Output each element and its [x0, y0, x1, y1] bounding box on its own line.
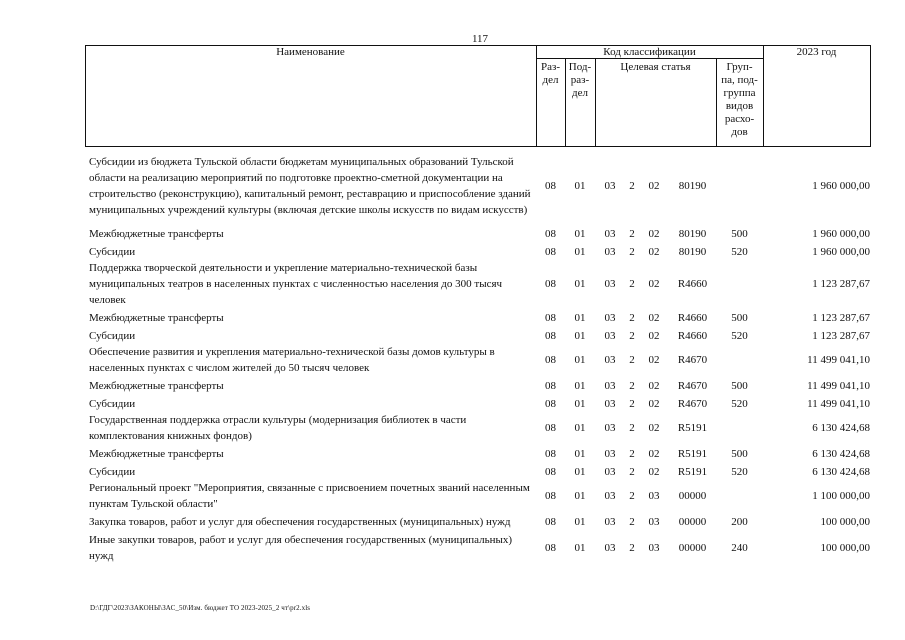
row-cell-p: 01 [574, 398, 586, 410]
row-cell-c4: 00000 [678, 516, 707, 528]
row-cell-p: 01 [574, 490, 586, 502]
row-cell-p: 01 [574, 516, 586, 528]
row-cell-c1: 03 [604, 398, 616, 410]
row-cell-r: 08 [545, 448, 556, 460]
row-cell-r: 08 [545, 180, 556, 192]
header-razdel: Раз- дел [540, 61, 560, 86]
table-row [85, 514, 871, 530]
header-gruppa: Груп- па, под- группа видов расхо- дов [721, 61, 758, 138]
row-cell-p: 01 [574, 354, 586, 366]
row-cell-c4: R4670 [677, 398, 708, 410]
row-name: Субсидии [89, 398, 136, 410]
row-cell-r: 08 [545, 246, 556, 258]
row-cell-p: 01 [574, 246, 586, 258]
table-row [85, 396, 871, 412]
row-cell-c1: 03 [604, 466, 616, 478]
table-row [85, 260, 871, 308]
table-row [85, 480, 871, 512]
row-cell-c2: 2 [629, 466, 635, 478]
row-cell-v: 500 [731, 228, 748, 240]
row-cell-c1: 03 [604, 330, 616, 342]
row-name: Государственная поддержка отрасли культуры (модернизация библиотек в части комплектования книжных фондов) [89, 414, 467, 442]
row-cell-c3: 02 [648, 466, 660, 478]
row-cell-v [716, 344, 763, 376]
row-cell-v [716, 154, 763, 218]
row-cell-c2: 2 [629, 246, 635, 258]
row-cell-a: 100 000,00 [820, 542, 870, 554]
row-cell-v [716, 260, 763, 308]
row-cell-c1: 03 [604, 278, 616, 290]
header-name: Наименование [276, 46, 345, 58]
row-name: Межбюджетные трансферты [89, 448, 224, 460]
row-cell-v: 520 [731, 398, 748, 410]
row-cell-c1: 03 [604, 380, 616, 392]
row-cell-r: 08 [545, 312, 556, 324]
row-cell-c4: R4660 [677, 278, 708, 290]
row-cell-r: 08 [545, 330, 556, 342]
table-row [85, 226, 871, 242]
row-cell-c2: 2 [629, 354, 635, 366]
row-cell-r: 08 [545, 490, 556, 502]
row-cell-c1: 03 [604, 180, 616, 192]
row-cell-c4: 00000 [678, 542, 707, 554]
row-cell-r: 08 [545, 422, 556, 434]
row-cell-v [716, 412, 763, 444]
table-body [85, 154, 871, 566]
row-cell-r: 08 [545, 398, 556, 410]
row-name: Субсидии из бюджета Тульской области бюджетам муниципальных образований Тульской области на реализацию мероприятий по подготовке проектно-сметной документации на строительство (реконструкцию), капитальный ремонт, реставрацию и приспособление зданий муниципальных учреждений культуры (включая детские школы искусств по видам искусств) [89, 156, 531, 216]
row-cell-v: 500 [731, 312, 748, 324]
row-cell-c1: 03 [604, 354, 616, 366]
row-name: Иные закупки товаров, работ и услуг для обеспечения государственных (муниципальных) нужд [89, 534, 513, 562]
footer-file-path: D:\ГДГ\2023\ЗАКОНЫ\ЗАС_50\Изм. бюджет ТО 2023-2025_2 чт\pr2.xls [90, 604, 311, 612]
header-podrazdel: Под- раз- дел [568, 61, 592, 99]
table-row [85, 328, 871, 344]
row-cell-p: 01 [574, 422, 586, 434]
row-cell-a: 1 960 000,00 [812, 246, 870, 258]
row-cell-a: 11 499 041,10 [807, 398, 870, 410]
row-cell-c1: 03 [604, 312, 616, 324]
row-cell-a: 6 130 424,68 [812, 466, 870, 478]
row-cell-a: 1 123 287,67 [812, 312, 870, 324]
table-row [85, 154, 871, 218]
row-cell-p: 01 [574, 542, 586, 554]
row-cell-r: 08 [545, 466, 556, 478]
row-cell-v: 240 [731, 542, 748, 554]
row-cell-c3: 02 [648, 246, 660, 258]
row-cell-a: 6 130 424,68 [812, 422, 870, 434]
row-name: Закупка товаров, работ и услуг для обеспечения государственных (муниципальных) нужд [89, 516, 511, 528]
row-cell-v [716, 480, 763, 512]
row-cell-c2: 2 [629, 278, 635, 290]
row-cell-c3: 02 [648, 228, 660, 240]
row-cell-v: 520 [731, 246, 748, 258]
row-cell-c1: 03 [604, 228, 616, 240]
row-cell-v: 500 [731, 380, 748, 392]
table-row [85, 344, 871, 376]
row-cell-p: 01 [574, 228, 586, 240]
row-cell-a: 6 130 424,68 [812, 448, 870, 460]
row-cell-c4: R4660 [677, 312, 708, 324]
row-cell-p: 01 [574, 330, 586, 342]
row-cell-p: 01 [574, 180, 586, 192]
table-row [85, 412, 871, 444]
row-name: Субсидии [89, 330, 136, 342]
row-cell-a: 1 960 000,00 [812, 228, 870, 240]
row-cell-c3: 02 [648, 330, 660, 342]
row-cell-c2: 2 [629, 516, 635, 528]
row-cell-r: 08 [545, 542, 556, 554]
row-name: Поддержка творческой деятельности и укрепление материально-технической базы муниципальных театров в населенных пунктах с численностью населения до 300 тысяч человек [89, 262, 503, 306]
row-name: Межбюджетные трансферты [89, 312, 224, 324]
row-cell-c3: 03 [648, 490, 660, 502]
row-cell-a: 11 499 041,10 [807, 380, 870, 392]
table-row [85, 244, 871, 260]
row-cell-c1: 03 [604, 542, 616, 554]
row-cell-p: 01 [574, 466, 586, 478]
row-cell-p: 01 [574, 380, 586, 392]
row-name: Субсидии [89, 246, 136, 258]
row-cell-c4: R5191 [677, 466, 708, 478]
row-cell-c2: 2 [629, 398, 635, 410]
row-cell-c3: 02 [648, 422, 660, 434]
row-cell-c3: 02 [648, 448, 660, 460]
row-cell-p: 01 [574, 278, 586, 290]
table-header [85, 45, 871, 147]
table-row [85, 532, 871, 564]
row-cell-c3: 02 [648, 180, 660, 192]
row-cell-c2: 2 [629, 422, 635, 434]
row-cell-c4: R4660 [677, 330, 708, 342]
row-cell-a: 1 123 287,67 [812, 278, 870, 290]
row-cell-p: 01 [574, 312, 586, 324]
row-cell-a: 1 123 287,67 [812, 330, 870, 342]
row-cell-c2: 2 [629, 180, 635, 192]
row-name: Субсидии [89, 466, 136, 478]
header-year: 2023 год [796, 46, 837, 58]
row-cell-c4: R5191 [677, 448, 708, 460]
row-cell-c3: 02 [648, 398, 660, 410]
row-cell-c4: R4670 [677, 354, 708, 366]
table-row [85, 446, 871, 462]
row-cell-c2: 2 [629, 330, 635, 342]
row-cell-c3: 02 [648, 380, 660, 392]
row-name: Межбюджетные трансферты [89, 228, 224, 240]
row-cell-c4: R5191 [677, 422, 708, 434]
row-cell-c1: 03 [604, 490, 616, 502]
row-cell-v: 520 [731, 330, 748, 342]
row-name: Региональный проект "Мероприятия, связанные с присвоением почетных званий населенным пунктам Тульской области" [89, 482, 530, 510]
row-cell-c1: 03 [604, 516, 616, 528]
page-number: 117 [471, 33, 489, 45]
row-cell-c3: 02 [648, 278, 660, 290]
row-cell-c2: 2 [629, 542, 635, 554]
row-cell-r: 08 [545, 380, 556, 392]
row-cell-c2: 2 [629, 490, 635, 502]
table-row [85, 378, 871, 394]
row-cell-p: 01 [574, 448, 586, 460]
row-cell-c4: 00000 [678, 490, 707, 502]
row-cell-a: 1 100 000,00 [812, 490, 870, 502]
row-cell-c2: 2 [629, 448, 635, 460]
row-cell-v: 500 [731, 448, 748, 460]
header-celevaya: Целевая статья [620, 61, 691, 73]
row-cell-c3: 02 [648, 312, 660, 324]
row-name: Обеспечение развития и укрепления материально-технической базы домов культуры в населенных пунктах с числом жителей до 50 тысяч человек [89, 346, 495, 374]
row-cell-c1: 03 [604, 422, 616, 434]
row-cell-c2: 2 [629, 380, 635, 392]
row-cell-c2: 2 [629, 312, 635, 324]
row-cell-r: 08 [545, 278, 556, 290]
row-cell-r: 08 [545, 516, 556, 528]
row-cell-c3: 02 [648, 354, 660, 366]
row-cell-c1: 03 [604, 448, 616, 460]
row-cell-c4: 80190 [678, 246, 707, 258]
row-cell-c3: 03 [648, 542, 660, 554]
table-row [85, 464, 871, 480]
row-cell-a: 100 000,00 [820, 516, 870, 528]
row-cell-c1: 03 [604, 246, 616, 258]
row-cell-a: 11 499 041,10 [807, 354, 870, 366]
row-cell-r: 08 [545, 354, 556, 366]
row-cell-a: 1 960 000,00 [812, 180, 870, 192]
row-cell-c4: R4670 [677, 380, 708, 392]
row-cell-v: 520 [731, 466, 748, 478]
row-cell-c4: 80190 [678, 180, 707, 192]
row-cell-c4: 80190 [678, 228, 707, 240]
row-cell-r: 08 [545, 228, 556, 240]
row-name: Межбюджетные трансферты [89, 380, 224, 392]
row-cell-c3: 03 [648, 516, 660, 528]
table-row [85, 310, 871, 326]
header-code: Код классификации [603, 46, 696, 58]
row-cell-v: 200 [731, 516, 748, 528]
row-cell-c2: 2 [629, 228, 635, 240]
